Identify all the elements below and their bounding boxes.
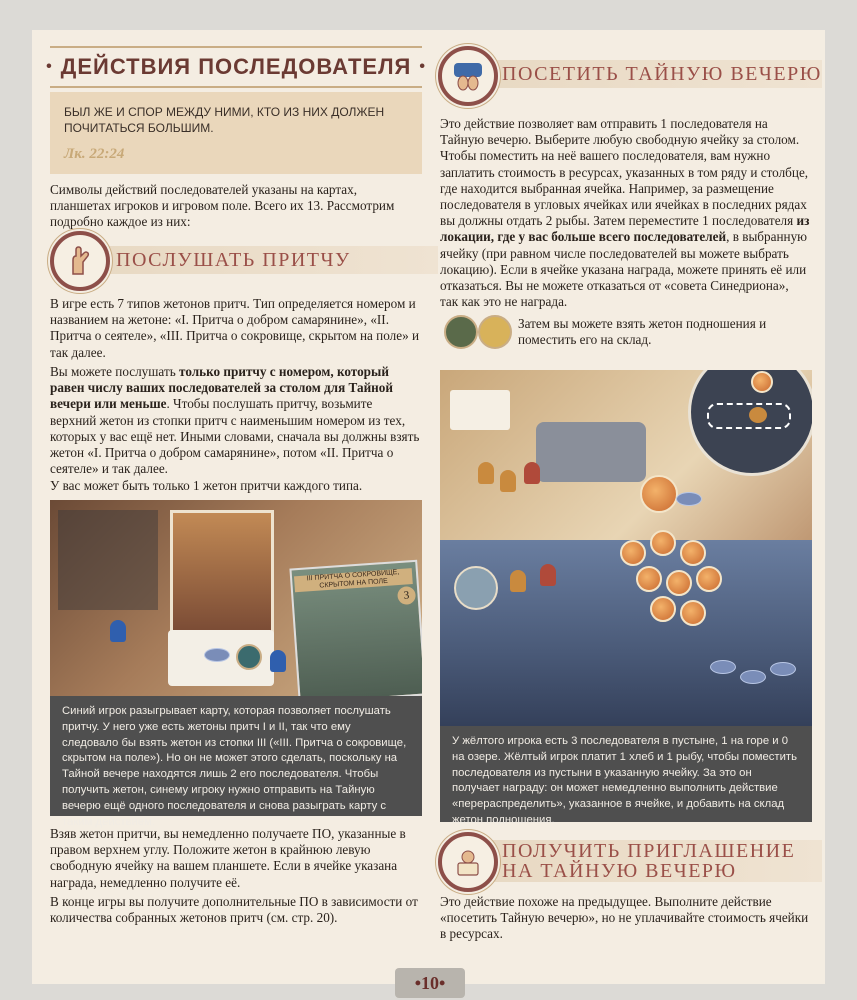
offering-token-icon bbox=[478, 315, 512, 349]
invite-heading: ПОЛУЧИТЬ ПРИГЛАШЕНИЕ НА ТАЙНУЮ ВЕЧЕРЮ bbox=[486, 840, 822, 882]
blue-meeple bbox=[270, 650, 286, 672]
fish-icon bbox=[204, 648, 230, 662]
page-title: • ДЕЙСТВИЯ ПОСЛЕДОВАТЕЛЯ • bbox=[50, 46, 422, 88]
supper-caption: У жёлтого игрока есть 3 последователя в пустыне, 1 на горе и 0 на озере. Жёлтый игрок платит 1 хлеб и 1 рыбу, чтобы поместить последователя из пустыни в указанную ячейку. За это он получает награду: он может немедленно выполнить действие «перераспределить», указанное в ячейке, и добавить на склад жетон подношения. bbox=[440, 726, 812, 822]
supper-example-photo bbox=[440, 370, 812, 726]
fish-token bbox=[770, 662, 796, 676]
offering-token-icon bbox=[444, 315, 478, 349]
red-meeple bbox=[540, 564, 556, 586]
parable-paragraph-3: У вас может быть только 1 жетон притчи каждого типа. bbox=[50, 478, 363, 493]
parable-paragraph-5: В конце игры вы получите дополнительные ПО в зависимости от количества собранных жетонов притч (см. стр. 20). bbox=[50, 894, 418, 926]
parable-paragraph-1: В игре есть 7 типов жетонов притч. Тип определяется номером и названием на жетоне: «I. Притча о добром самарянине», «II. Притча о сеятеле», «III. Притча о сокровище, скрытом на поле» и так далее. bbox=[50, 296, 420, 360]
quote-box bbox=[50, 92, 422, 174]
bread-token bbox=[650, 530, 676, 556]
feet-icon bbox=[451, 59, 485, 93]
yellow-meeple bbox=[749, 407, 767, 423]
bread-token bbox=[666, 570, 692, 596]
parable-paragraph-2: Вы можете послушать только притчу с номером, который равен числу ваших последователей за столом для Тайной вечери или меньше. Чтобы послушать притчу, возьмите верхний жетон из стопки притч с наименьшим номером из тех, которых у вас ещё нет. Иными словами, сначала вы должны взять жетон «I. Притча о добром самарянине», потом «II. Притча о сеятеле» и так далее. bbox=[50, 364, 420, 477]
location-icon bbox=[454, 566, 498, 610]
supper-heading: ПОСЕТИТЬ ТАЙНУЮ ВЕЧЕРЮ bbox=[486, 60, 822, 88]
parable-caption: Синий игрок разыгрывает карту, которая позволяет послушать притчу. У него уже есть жетоны притч I и II, так что ему следовало бы взять жетон из стопки III («III. Притча о сокровище, скрытом на поле»). Но он не может этого сделать, поскольку на Тайной вечере находятся лишь 2 его последователя. Чтобы получить жетон, синему игроку нужно отправить на Тайную вечерю ещё одного последователя и снова разыграть карту с таким действием. bbox=[50, 696, 422, 816]
parable-card-number: 3 bbox=[397, 586, 416, 605]
red-meeple bbox=[524, 462, 540, 484]
invite-medallion bbox=[438, 832, 498, 892]
bread-token bbox=[640, 475, 678, 513]
parable-card-label: III ПРИТЧА О СОКРОВИЩЕ, СКРЫТОМ НА ПОЛЕ bbox=[294, 568, 413, 592]
action-icon bbox=[236, 644, 262, 670]
fish-token bbox=[710, 660, 736, 674]
bread-token bbox=[751, 371, 773, 393]
yellow-meeple bbox=[478, 462, 494, 484]
scroll-icon bbox=[451, 845, 485, 879]
supper-paragraph-1: Это действие позволяет вам отправить 1 последователя на Тайную вечерю. Выберите любую свободную ячейку за столом. Чтобы поместить на неё вашего последователя, вам нужно заплатить стоимость в ресурсах, указанных в том ряду и столбце, где находится выбранная ячейка. Например, за размещение последователя в угловых ячейках или ячейках в последних рядах вы должны отдать 2 рыбы. Затем переместите 1 последователя из локации, где у вас больше всего последователей, в выбранную ячейку (при равном числе последователей вы можете выбрать локацию). Если в ячейке указана награда, можете принять её или отказаться. Вы не можете отказаться от «совета Синедриона», так как это не награда. bbox=[440, 116, 810, 310]
fish-token bbox=[740, 670, 766, 684]
bread-token bbox=[680, 540, 706, 566]
bread-token bbox=[680, 600, 706, 626]
parable-medallion bbox=[50, 231, 110, 291]
parable-card bbox=[289, 560, 422, 696]
intro-paragraph: Символы действий последователей указаны на картах, планшетах игроков и игровом поле. Всего их 13. Рассмотрим подробно каждое из них: bbox=[50, 182, 395, 230]
quote-text: БЫЛ ЖЕ И СПОР МЕЖДУ НИМИ, КТО ИЗ НИХ ДОЛЖЕН ПОЧИТАТЬСЯ БОЛЬШИМ. bbox=[64, 105, 385, 135]
yellow-meeple bbox=[510, 570, 526, 592]
blue-meeple bbox=[110, 620, 126, 642]
quote-reference: Лк. 22:24 bbox=[64, 146, 125, 162]
bread-token bbox=[696, 566, 722, 592]
page-number: • 10 • bbox=[395, 968, 465, 998]
yellow-meeple bbox=[500, 470, 516, 492]
parable-example-photo bbox=[50, 500, 422, 696]
fish-token bbox=[676, 492, 702, 506]
parable-paragraph-4: Взяв жетон притчи, вы немедленно получаете ПО, указанные в правом верхнем углу. Положите жетон в крайнюю левую свободную ячейку на вашем планшете. Если в ячейке указана награда, немедленно получите её. bbox=[50, 826, 406, 890]
bread-token bbox=[620, 540, 646, 566]
card-artwork bbox=[170, 510, 274, 636]
bread-token bbox=[636, 566, 662, 592]
invite-paragraph-1: Это действие похоже на предыдущее. Выполните действие «посетить Тайную вечерю», но не уплачивайте стоимость ячейки в ресурсах. bbox=[440, 894, 809, 942]
parable-heading: ПОСЛУШАТЬ ПРИТЧУ bbox=[100, 246, 438, 274]
supper-medallion bbox=[438, 46, 498, 106]
fish-pile bbox=[536, 422, 646, 482]
supper-paragraph-2: Затем вы можете взять жетон подношения и поместить его на склад. bbox=[518, 316, 767, 348]
card-bottom bbox=[168, 630, 274, 686]
bread-token bbox=[650, 596, 676, 622]
hand-icon bbox=[63, 244, 97, 278]
